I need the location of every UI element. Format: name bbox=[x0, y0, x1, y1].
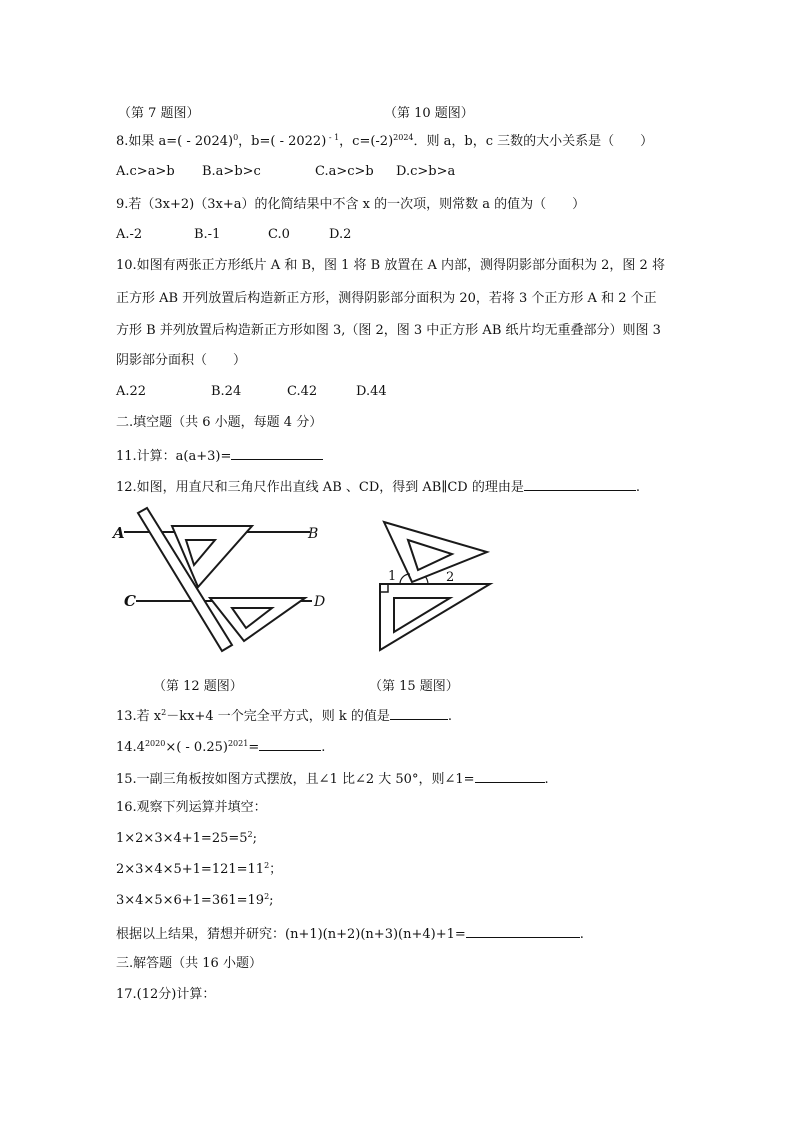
q9-option-b: B.-1 bbox=[194, 227, 221, 242]
q13-answer-blank bbox=[390, 706, 448, 720]
q10-option-d: D.44 bbox=[356, 384, 387, 399]
q8-option-a: A.c>a>b bbox=[116, 164, 175, 179]
q14-answer-blank bbox=[259, 737, 321, 751]
figure-7-caption: （第 7 题图） bbox=[118, 106, 200, 121]
q15-text: 15.一副三角板按如图方式摆放，且∠1 比∠2 大 50°，则∠1= bbox=[116, 772, 475, 787]
q16-example-2 bbox=[116, 861, 282, 879]
q16-example-2-exp: 2 bbox=[264, 861, 270, 870]
q15-answer-blank bbox=[475, 769, 545, 783]
question-10-line-3: 方形 B 并列放置后构造新正方形如图 3,（图 2，图 3 中正方形 AB 纸片均无重叠部分）则图 3 bbox=[116, 323, 661, 338]
q16-example-3-text: 3×4×5×6+1=361=19 bbox=[116, 893, 265, 908]
q10-option-c: C.42 bbox=[287, 384, 318, 399]
question-11 bbox=[116, 446, 323, 466]
q13-text-b: －kx+4 一个完全平方式，则 k 的值是 bbox=[166, 709, 390, 724]
q11-text: 11.计算：a(a+3)= bbox=[116, 449, 232, 464]
q8-option-b: B.a>b>c bbox=[202, 164, 261, 179]
figure-15-caption: （第 15 题图） bbox=[369, 679, 459, 694]
q16-answer-blank bbox=[466, 924, 580, 938]
q8-text-b: ，b=( - 2022) bbox=[238, 134, 327, 149]
q10-option-b: B.24 bbox=[211, 384, 242, 399]
q16-example-1-text: 1×2×3×4+1=25=5 bbox=[116, 831, 248, 846]
q8-text-c: ，c=(-2) bbox=[339, 134, 394, 149]
question-10-line-1: 10.如图有两张正方形纸片 A 和 B，图 1 将 B 放置在 A 内部，测得阴影部分面积为 2，图 2 将 bbox=[116, 258, 665, 273]
q14-text-c: = bbox=[248, 740, 260, 755]
q14-exp-b: 2021 bbox=[227, 739, 249, 748]
question-15: 15.一副三角板按如图方式摆放，且∠1 比∠2 大 50°，则∠1= . bbox=[116, 769, 549, 789]
q12-text: 12.如图，用直尺和三角尺作出直线 AB 、CD，得到 AB∥CD 的理由是 bbox=[116, 480, 524, 495]
q12-answer-blank bbox=[524, 477, 636, 491]
q13-text-a: 13.若 x bbox=[116, 709, 162, 724]
figure-15-set-squares bbox=[372, 512, 497, 662]
q9-option-d: D.2 bbox=[329, 227, 352, 242]
q8-text-d: ．则 a，b，c 三数的大小关系是（ ） bbox=[413, 134, 654, 149]
q16-period: . bbox=[579, 927, 584, 942]
figure-15-drawing bbox=[380, 522, 490, 650]
q8-option-d: D.c>b>a bbox=[396, 164, 456, 179]
section-2-heading: 二.填空题（共 6 小题，每题 4 分） bbox=[116, 415, 323, 430]
label-d: D bbox=[314, 594, 326, 610]
figure-10-caption: （第 10 题图） bbox=[384, 106, 474, 121]
q8-option-c: C.a>c>b bbox=[315, 164, 374, 179]
q9-option-a: A.-2 bbox=[116, 227, 143, 242]
question-17: 17.(12分)计算： bbox=[116, 987, 216, 1002]
q8-exp-b: - 1 bbox=[326, 133, 340, 142]
q16-example-1-end: ; bbox=[252, 831, 258, 846]
question-14: $14.4^{2020}\times( - 0.25)^{2021}=$ . bbox=[116, 739, 326, 755]
q8-exp-c: 2024 bbox=[393, 133, 414, 142]
q16-example-3-end: ; bbox=[269, 893, 274, 908]
q16-example-1-exp: 2 bbox=[247, 830, 253, 839]
angle-2-label: 2 bbox=[446, 570, 455, 585]
q10-option-a: A.22 bbox=[116, 384, 147, 399]
question-9: 9.若（3x+2)（3x+a）的化简结果中不含 x 的一次项，则常数 a 的值为（ ） bbox=[116, 197, 586, 212]
q14-text-b: ×( - 0.25) bbox=[165, 740, 228, 755]
figure-12-caption: （第 12 题图） bbox=[153, 679, 243, 694]
label-b: B bbox=[308, 526, 319, 542]
q16-example-3 bbox=[116, 892, 274, 910]
q16-example-3-exp: 2 bbox=[264, 892, 270, 901]
question-10-line-2: 正方形 AB 开列放置后构造新正方形，测得阴影部分面积为 20，若将 3 个正方形 A 和 2 个正 bbox=[116, 291, 657, 306]
label-c: C bbox=[124, 592, 136, 610]
figure-12-ruler-triangle bbox=[110, 505, 340, 665]
q16-conjecture-text: 根据以上结果，猜想并研究：(n+1)(n+2)(n+3)(n+4)+1= bbox=[116, 927, 466, 942]
q14-text-a: 14.4 bbox=[116, 740, 145, 755]
lower-set-square-hole bbox=[394, 598, 450, 632]
q11-answer-blank bbox=[231, 446, 323, 460]
figure-12-drawing bbox=[124, 508, 312, 651]
angle-2-arc bbox=[425, 576, 428, 584]
question-16-intro: 16.观察下列运算并填空： bbox=[116, 800, 267, 815]
question-8 bbox=[116, 133, 653, 151]
q16-example-2-end: ； bbox=[269, 862, 283, 877]
question-13: 13.若 $x^2-kx+4$ 一个完全平方式，则 k 的值是 . bbox=[116, 708, 453, 724]
q16-example-1 bbox=[116, 830, 257, 848]
q14-exp-a: 2020 bbox=[144, 739, 166, 748]
angle-1-label: 1 bbox=[388, 569, 397, 584]
section-3-heading: 三.解答题（共 16 小题） bbox=[116, 956, 262, 971]
q13-exp: 2 bbox=[161, 708, 167, 717]
q16-example-2-text: 2×3×4×5+1=121=11 bbox=[116, 862, 265, 877]
label-a: A bbox=[113, 524, 125, 542]
q8-exp-a: 0 bbox=[233, 133, 239, 142]
question-10-line-4: 阴影部分面积（ ） bbox=[116, 353, 247, 368]
question-12: 12.如图，用直尺和三角尺作出直线 AB 、CD，得到 AB∥CD 的理由是 . bbox=[116, 477, 640, 497]
q16-conjecture bbox=[116, 924, 584, 944]
q9-option-c: C.0 bbox=[268, 227, 290, 242]
q8-text-a: 8.如果 a=( - 2024) bbox=[116, 134, 234, 149]
